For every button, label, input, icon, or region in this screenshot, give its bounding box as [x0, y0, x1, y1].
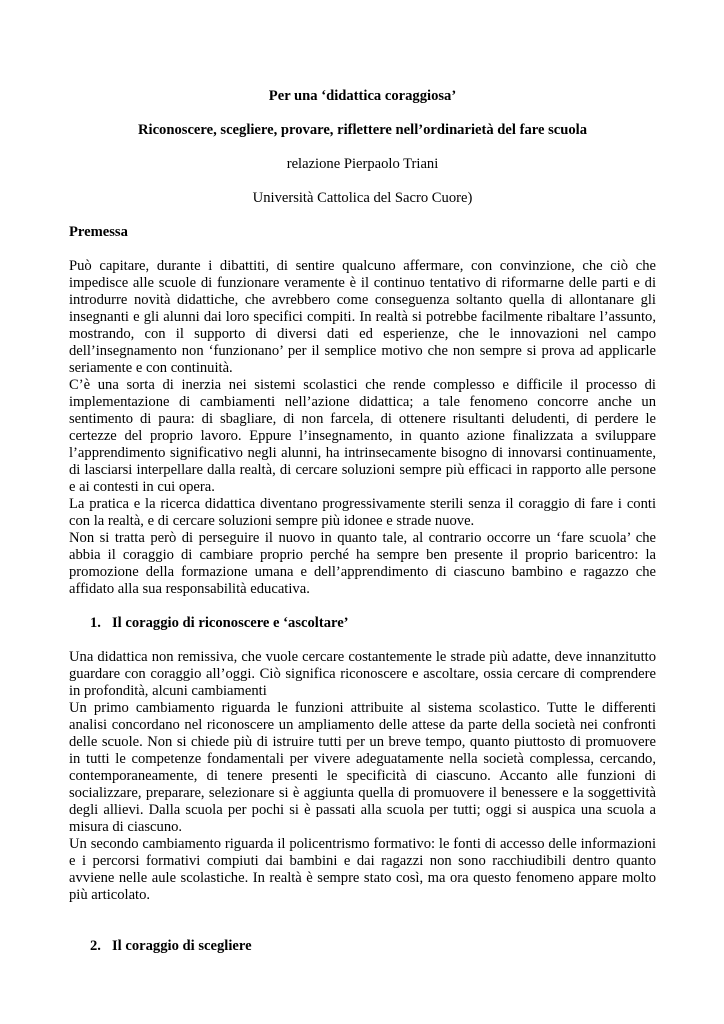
section-1-paragraph-1: Una didattica non remissiva, che vuole cercare costantemente le strade più adatte, deve innanzitutto guardare con coraggio all’oggi. Ciò significa riconoscere e ascoltare, ossia cercare di comprendere in profondità, alcuni cambiamenti — [69, 649, 656, 699]
premessa-paragraph-2: C’è una sorta di inerzia nei sistemi scolastici che rende complesso e difficile il processo di implementazione di cambiamenti nell’azione didattica; a tale fenomeno concorre anche un sentimento di paura: di sbagliare, di non farcela, di ottenere risultanti deludenti, di perdere le certezze del proprio lavoro. Eppure l’insegnamento, in quanto azione finalizzata a sviluppare l’apprendimento significativo negli alunni, ha intrinsecamente bisogno di innovarsi continuamente, di lasciarsi interpellare dalla realtà, di cercare soluzioni sempre più efficaci in rapporto alle persone e ai contesti in cui opera. — [69, 377, 656, 495]
spacer — [69, 904, 656, 938]
author-line: relazione Pierpaolo Triani — [286, 156, 439, 172]
section-2-title: Il coraggio di scegliere — [112, 938, 252, 954]
premessa-paragraph-1: Può capitare, durante i dibattiti, di sentire qualcuno affermare, con convinzione, che ciò che impedisce alle scuole di funzionare veramente è il continuo tentativo di riformarne delle parti e di introdurre novità didattiche, che avrebbero come conseguenza soltanto quella di allontanare gli insegnanti e gli alunni dai loro specifici compiti. In realtà si potrebbe facilmente ribaltare l’assunto, mostrando, con il supporto di diversi dati ed esperienze, che le innovazioni nel campo dell’insegnamento non ‘funzionano’ per il semplice motivo che non sempre si prova ad applicarle seriamente e con continuità. — [69, 258, 656, 376]
document-title: Per una ‘didattica coraggiosa’ — [268, 88, 457, 104]
section-1-paragraph-2: Un primo cambiamento riguarda le funzioni attribuite al sistema scolastico. Tutte le differenti analisi concordano nel riconoscere un ampliamento delle attese da parte della società nei confronti delle scuole. Non si chiede più di istruire tutti per un breve tempo, quanto piuttosto di promuovere in tutti le competenze fondamentali per vivere adeguatamente nella società complessa, cercando, contemporaneamente, di tenere presenti le specificità di ciascuno. Accanto alle funzioni di socializzare, preparare, selezionare si è aggiunta quella di promuovere il benessere e la soggettività degli allievi. Dalla scuola per pochi si è passati alla scuola per tutti; oggi si auspica una scuola a misura di ciascuno. — [69, 700, 656, 835]
spacer — [69, 139, 656, 156]
spacer — [69, 207, 656, 224]
spacer — [69, 173, 656, 190]
section-1-paragraph-3: Un secondo cambiamento riguarda il policentrismo formativo: le fonti di accesso delle informazioni e i percorsi formativi compiuti dai bambini e dai ragazzi non sono racchiudibili dentro quanto avviene nelle aule scolastiche. In realtà è sempre stato così, ma ora questo fenomeno appare molto più articolato. — [69, 836, 656, 903]
spacer — [69, 632, 656, 649]
spacer — [69, 598, 656, 615]
document-page — [69, 88, 656, 955]
document-subtitle: Riconoscere, scegliere, provare, riflettere nell’ordinarietà del fare scuola — [137, 122, 588, 138]
spacer — [69, 241, 656, 258]
section-1-heading — [69, 615, 656, 632]
affiliation-line: Università Cattolica del Sacro Cuore) — [252, 190, 473, 206]
premessa-paragraph-3: La pratica e la ricerca didattica diventano progressivamente sterili senza il coraggio di fare i conti con la realtà, e di cercare soluzioni sempre più idonee e strade nuove. — [69, 496, 656, 529]
section-2-heading — [69, 938, 656, 955]
section-1-number: 1. — [90, 615, 101, 631]
spacer — [69, 105, 656, 122]
section-2-number: 2. — [90, 938, 101, 954]
premessa-paragraph-4: Non si tratta però di perseguire il nuovo in quanto tale, al contrario occorre un ‘fare scuola’ che abbia il coraggio di cambiare proprio perché ha sempre ben presente il proprio baricentro: la promozione della formazione umana e dell’apprendimento di ciascuno bambino e ragazzo che affidato alla sua responsabilità educativa. — [69, 530, 656, 597]
section-1-title: Il coraggio di riconoscere e ‘ascoltare’ — [112, 615, 349, 631]
premessa-heading: Premessa — [69, 224, 128, 240]
